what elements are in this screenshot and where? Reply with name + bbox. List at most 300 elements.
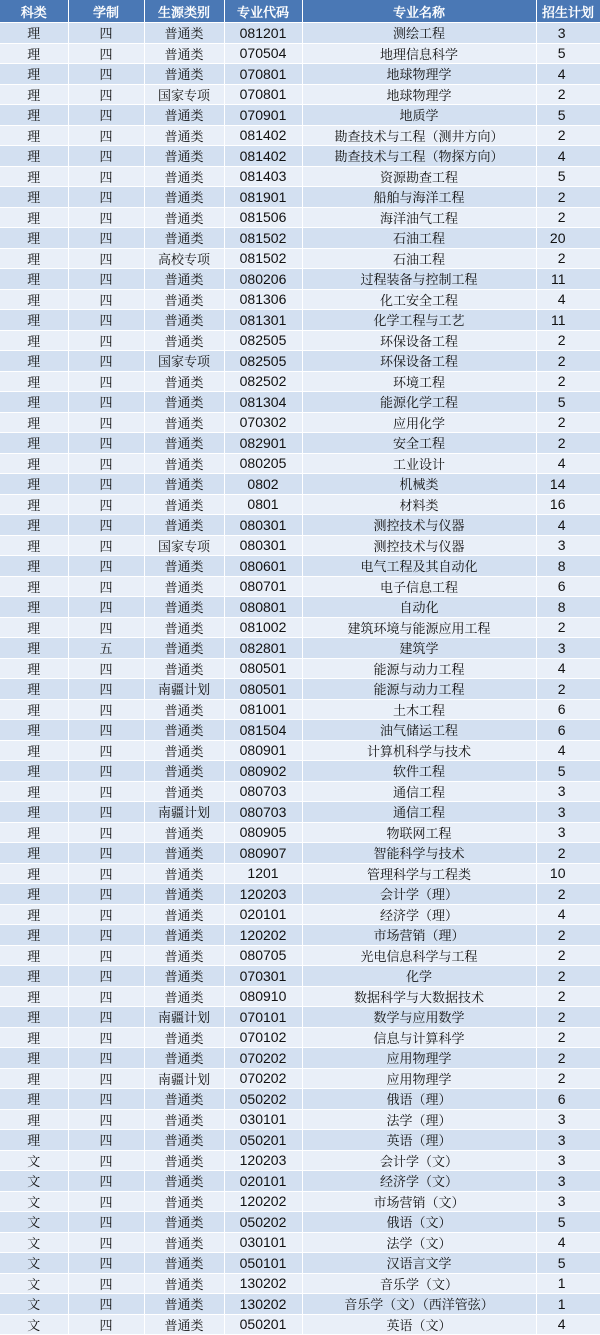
enrollment-plan-cell: 6 xyxy=(536,720,600,741)
major-name-cell: 过程装备与控制工程 xyxy=(302,269,536,290)
major-code-cell: 080902 xyxy=(224,761,302,782)
duration-cell: 四 xyxy=(68,986,144,1007)
enrollment-plan-cell: 2 xyxy=(536,351,600,372)
major-name-cell: 英语（理） xyxy=(302,1130,536,1151)
source-category-cell: 普通类 xyxy=(144,617,224,638)
major-name-cell: 土木工程 xyxy=(302,699,536,720)
source-category-cell: 普通类 xyxy=(144,556,224,577)
enrollment-plan-cell: 6 xyxy=(536,1089,600,1110)
major-name-cell: 信息与计算科学 xyxy=(302,1027,536,1048)
enrollment-plan-cell: 16 xyxy=(536,494,600,515)
major-name-cell: 测绘工程 xyxy=(302,23,536,44)
major-name-cell: 地球物理学 xyxy=(302,64,536,85)
major-name-cell: 勘查技术与工程（物探方向） xyxy=(302,146,536,167)
source-category-cell: 普通类 xyxy=(144,966,224,987)
table-row xyxy=(0,1171,600,1192)
major-code-cell: 082901 xyxy=(224,433,302,454)
duration-cell: 四 xyxy=(68,658,144,679)
table-row xyxy=(0,1253,600,1274)
enrollment-plan-cell: 2 xyxy=(536,433,600,454)
major-name-cell: 能源与动力工程 xyxy=(302,658,536,679)
source-category-cell: 普通类 xyxy=(144,1109,224,1130)
table-row xyxy=(0,1007,600,1028)
enrollment-plan-cell: 3 xyxy=(536,1171,600,1192)
major-code-cell: 081306 xyxy=(224,289,302,310)
major-name-cell: 音乐学（文）（西洋管弦） xyxy=(302,1294,536,1315)
duration-cell: 四 xyxy=(68,351,144,372)
subject-type-cell: 文 xyxy=(0,1171,68,1192)
subject-type-cell: 理 xyxy=(0,945,68,966)
major-code-cell: 081001 xyxy=(224,699,302,720)
subject-type-cell: 理 xyxy=(0,638,68,659)
subject-type-cell: 理 xyxy=(0,412,68,433)
duration-cell: 四 xyxy=(68,1027,144,1048)
major-name-cell: 英语（文） xyxy=(302,1314,536,1335)
major-code-cell: 080205 xyxy=(224,453,302,474)
major-code-cell: 030101 xyxy=(224,1232,302,1253)
source-category-cell: 普通类 xyxy=(144,515,224,536)
major-code-cell: 120203 xyxy=(224,884,302,905)
duration-cell: 四 xyxy=(68,23,144,44)
major-name-cell: 海洋油气工程 xyxy=(302,207,536,228)
subject-type-cell: 理 xyxy=(0,64,68,85)
duration-cell: 四 xyxy=(68,228,144,249)
header-duration: 学制 xyxy=(68,0,144,23)
table-row xyxy=(0,1150,600,1171)
duration-cell: 四 xyxy=(68,802,144,823)
table-row xyxy=(0,125,600,146)
duration-cell: 四 xyxy=(68,64,144,85)
major-code-cell: 080705 xyxy=(224,945,302,966)
major-code-cell: 120203 xyxy=(224,1150,302,1171)
major-code-cell: 120202 xyxy=(224,1191,302,1212)
source-category-cell: 国家专项 xyxy=(144,535,224,556)
major-name-cell: 环保设备工程 xyxy=(302,351,536,372)
major-code-cell: 080301 xyxy=(224,515,302,536)
duration-cell: 四 xyxy=(68,105,144,126)
source-category-cell: 普通类 xyxy=(144,1048,224,1069)
enrollment-plan-cell: 5 xyxy=(536,392,600,413)
source-category-cell: 普通类 xyxy=(144,392,224,413)
major-name-cell: 俄语（文） xyxy=(302,1212,536,1233)
enrollment-plan-cell: 2 xyxy=(536,1048,600,1069)
source-category-cell: 普通类 xyxy=(144,228,224,249)
duration-cell: 四 xyxy=(68,1314,144,1335)
table-row xyxy=(0,1089,600,1110)
major-code-cell: 081002 xyxy=(224,617,302,638)
subject-type-cell: 理 xyxy=(0,802,68,823)
source-category-cell: 普通类 xyxy=(144,822,224,843)
major-name-cell: 电子信息工程 xyxy=(302,576,536,597)
duration-cell: 四 xyxy=(68,187,144,208)
subject-type-cell: 文 xyxy=(0,1212,68,1233)
duration-cell: 四 xyxy=(68,884,144,905)
duration-cell: 四 xyxy=(68,740,144,761)
enrollment-plan-cell: 2 xyxy=(536,966,600,987)
duration-cell: 四 xyxy=(68,1212,144,1233)
source-category-cell: 普通类 xyxy=(144,433,224,454)
enrollment-plan-cell: 2 xyxy=(536,207,600,228)
table-row xyxy=(0,248,600,269)
major-code-cell: 080703 xyxy=(224,781,302,802)
subject-type-cell: 理 xyxy=(0,822,68,843)
subject-type-cell: 文 xyxy=(0,1232,68,1253)
major-name-cell: 电气工程及其自动化 xyxy=(302,556,536,577)
major-code-cell: 1201 xyxy=(224,863,302,884)
source-category-cell: 普通类 xyxy=(144,658,224,679)
source-category-cell: 普通类 xyxy=(144,740,224,761)
duration-cell: 四 xyxy=(68,576,144,597)
major-code-cell: 130202 xyxy=(224,1273,302,1294)
source-category-cell: 国家专项 xyxy=(144,84,224,105)
major-name-cell: 汉语言文学 xyxy=(302,1253,536,1274)
major-code-cell: 020101 xyxy=(224,904,302,925)
subject-type-cell: 理 xyxy=(0,863,68,884)
enrollment-plan-cell: 2 xyxy=(536,330,600,351)
subject-type-cell: 理 xyxy=(0,494,68,515)
enrollment-plan-cell: 6 xyxy=(536,699,600,720)
source-category-cell: 普通类 xyxy=(144,884,224,905)
subject-type-cell: 理 xyxy=(0,884,68,905)
subject-type-cell: 理 xyxy=(0,781,68,802)
subject-type-cell: 理 xyxy=(0,392,68,413)
major-code-cell: 0801 xyxy=(224,494,302,515)
header-enrollment-plan: 招生计划 xyxy=(536,0,600,23)
table-row xyxy=(0,904,600,925)
major-name-cell: 数学与应用数学 xyxy=(302,1007,536,1028)
major-name-cell: 勘查技术与工程（测井方向） xyxy=(302,125,536,146)
enrollment-plan-cell: 3 xyxy=(536,822,600,843)
table-row xyxy=(0,289,600,310)
source-category-cell: 普通类 xyxy=(144,699,224,720)
duration-cell: 四 xyxy=(68,1068,144,1089)
table-row xyxy=(0,310,600,331)
header-subject-type: 科类 xyxy=(0,0,68,23)
subject-type-cell: 理 xyxy=(0,986,68,1007)
header-source-category: 生源类别 xyxy=(144,0,224,23)
source-category-cell: 普通类 xyxy=(144,1294,224,1315)
source-category-cell: 普通类 xyxy=(144,1253,224,1274)
source-category-cell: 普通类 xyxy=(144,125,224,146)
major-name-cell: 测控技术与仪器 xyxy=(302,515,536,536)
table-row xyxy=(0,986,600,1007)
enrollment-plan-cell: 3 xyxy=(536,638,600,659)
major-code-cell: 081506 xyxy=(224,207,302,228)
duration-cell: 四 xyxy=(68,1048,144,1069)
enrollment-plan-cell: 3 xyxy=(536,802,600,823)
table-row xyxy=(0,146,600,167)
duration-cell: 四 xyxy=(68,1150,144,1171)
major-code-cell: 080501 xyxy=(224,679,302,700)
major-code-cell: 081403 xyxy=(224,166,302,187)
major-code-cell: 070801 xyxy=(224,84,302,105)
enrollment-plan-cell: 2 xyxy=(536,1007,600,1028)
major-code-cell: 070202 xyxy=(224,1068,302,1089)
table-row xyxy=(0,166,600,187)
subject-type-cell: 理 xyxy=(0,699,68,720)
enrollment-plan-cell: 2 xyxy=(536,248,600,269)
enrollment-plan-cell: 10 xyxy=(536,863,600,884)
subject-type-cell: 理 xyxy=(0,843,68,864)
enrollment-plan-cell: 5 xyxy=(536,105,600,126)
subject-type-cell: 理 xyxy=(0,125,68,146)
table-row xyxy=(0,699,600,720)
major-name-cell: 应用物理学 xyxy=(302,1048,536,1069)
major-name-cell: 物联网工程 xyxy=(302,822,536,843)
subject-type-cell: 理 xyxy=(0,515,68,536)
major-code-cell: 050202 xyxy=(224,1089,302,1110)
header-row xyxy=(0,0,600,23)
table-row xyxy=(0,392,600,413)
table-row xyxy=(0,781,600,802)
subject-type-cell: 理 xyxy=(0,289,68,310)
table-row xyxy=(0,535,600,556)
major-name-cell: 石油工程 xyxy=(302,228,536,249)
table-row xyxy=(0,966,600,987)
table-row xyxy=(0,351,600,372)
duration-cell: 四 xyxy=(68,146,144,167)
major-name-cell: 测控技术与仪器 xyxy=(302,535,536,556)
duration-cell: 四 xyxy=(68,843,144,864)
major-name-cell: 机械类 xyxy=(302,474,536,495)
major-name-cell: 智能科学与技术 xyxy=(302,843,536,864)
subject-type-cell: 理 xyxy=(0,658,68,679)
major-code-cell: 070901 xyxy=(224,105,302,126)
major-code-cell: 082801 xyxy=(224,638,302,659)
major-name-cell: 船舶与海洋工程 xyxy=(302,187,536,208)
table-row xyxy=(0,556,600,577)
major-code-cell: 080501 xyxy=(224,658,302,679)
enrollment-plan-cell: 1 xyxy=(536,1294,600,1315)
duration-cell: 四 xyxy=(68,1232,144,1253)
subject-type-cell: 理 xyxy=(0,1109,68,1130)
duration-cell: 四 xyxy=(68,125,144,146)
major-name-cell: 能源化学工程 xyxy=(302,392,536,413)
source-category-cell: 普通类 xyxy=(144,289,224,310)
major-name-cell: 建筑学 xyxy=(302,638,536,659)
source-category-cell: 普通类 xyxy=(144,597,224,618)
table-row xyxy=(0,330,600,351)
enrollment-plan-cell: 4 xyxy=(536,64,600,85)
enrollment-plan-cell: 5 xyxy=(536,1212,600,1233)
table-row xyxy=(0,1109,600,1130)
major-code-cell: 020101 xyxy=(224,1171,302,1192)
enrollment-plan-cell: 3 xyxy=(536,535,600,556)
source-category-cell: 普通类 xyxy=(144,1314,224,1335)
duration-cell: 四 xyxy=(68,43,144,64)
major-name-cell: 市场营销（文） xyxy=(302,1191,536,1212)
duration-cell: 四 xyxy=(68,310,144,331)
major-name-cell: 化学 xyxy=(302,966,536,987)
source-category-cell: 普通类 xyxy=(144,1089,224,1110)
table-row xyxy=(0,412,600,433)
enrollment-plan-cell: 6 xyxy=(536,576,600,597)
subject-type-cell: 文 xyxy=(0,1191,68,1212)
enrollment-plan-cell: 5 xyxy=(536,166,600,187)
source-category-cell: 普通类 xyxy=(144,146,224,167)
table-row xyxy=(0,925,600,946)
source-category-cell: 普通类 xyxy=(144,269,224,290)
duration-cell: 四 xyxy=(68,330,144,351)
duration-cell: 四 xyxy=(68,269,144,290)
source-category-cell: 普通类 xyxy=(144,1191,224,1212)
subject-type-cell: 理 xyxy=(0,310,68,331)
source-category-cell: 普通类 xyxy=(144,371,224,392)
major-name-cell: 光电信息科学与工程 xyxy=(302,945,536,966)
source-category-cell: 普通类 xyxy=(144,310,224,331)
duration-cell: 四 xyxy=(68,1130,144,1151)
source-category-cell: 普通类 xyxy=(144,904,224,925)
subject-type-cell: 理 xyxy=(0,433,68,454)
subject-type-cell: 理 xyxy=(0,228,68,249)
enrollment-plan-cell: 2 xyxy=(536,679,600,700)
table-row xyxy=(0,1048,600,1069)
duration-cell: 四 xyxy=(68,597,144,618)
subject-type-cell: 文 xyxy=(0,1294,68,1315)
enrollment-plan-cell: 11 xyxy=(536,310,600,331)
source-category-cell: 南疆计划 xyxy=(144,679,224,700)
duration-cell: 四 xyxy=(68,371,144,392)
table-row xyxy=(0,1191,600,1212)
duration-cell: 四 xyxy=(68,494,144,515)
duration-cell: 四 xyxy=(68,535,144,556)
subject-type-cell: 理 xyxy=(0,187,68,208)
major-code-cell: 080901 xyxy=(224,740,302,761)
major-code-cell: 050201 xyxy=(224,1314,302,1335)
table-row xyxy=(0,23,600,44)
subject-type-cell: 理 xyxy=(0,597,68,618)
major-code-cell: 081201 xyxy=(224,23,302,44)
source-category-cell: 南疆计划 xyxy=(144,802,224,823)
major-name-cell: 法学（理） xyxy=(302,1109,536,1130)
major-code-cell: 080301 xyxy=(224,535,302,556)
major-code-cell: 0802 xyxy=(224,474,302,495)
table-row xyxy=(0,453,600,474)
major-code-cell: 070801 xyxy=(224,64,302,85)
duration-cell: 四 xyxy=(68,761,144,782)
duration-cell: 四 xyxy=(68,412,144,433)
table-row xyxy=(0,658,600,679)
major-code-cell: 081502 xyxy=(224,228,302,249)
subject-type-cell: 理 xyxy=(0,1130,68,1151)
enrollment-plan-cell: 4 xyxy=(536,740,600,761)
duration-cell: 四 xyxy=(68,925,144,946)
major-code-cell: 070302 xyxy=(224,412,302,433)
duration-cell: 四 xyxy=(68,166,144,187)
subject-type-cell: 理 xyxy=(0,761,68,782)
subject-type-cell: 理 xyxy=(0,904,68,925)
subject-type-cell: 理 xyxy=(0,556,68,577)
subject-type-cell: 理 xyxy=(0,740,68,761)
subject-type-cell: 理 xyxy=(0,43,68,64)
source-category-cell: 普通类 xyxy=(144,925,224,946)
subject-type-cell: 理 xyxy=(0,720,68,741)
header-major-name: 专业名称 xyxy=(302,0,536,23)
enrollment-plan-cell: 2 xyxy=(536,986,600,1007)
source-category-cell: 普通类 xyxy=(144,781,224,802)
subject-type-cell: 文 xyxy=(0,1273,68,1294)
subject-type-cell: 理 xyxy=(0,146,68,167)
subject-type-cell: 理 xyxy=(0,371,68,392)
subject-type-cell: 理 xyxy=(0,84,68,105)
major-code-cell: 130202 xyxy=(224,1294,302,1315)
major-code-cell: 081504 xyxy=(224,720,302,741)
major-name-cell: 软件工程 xyxy=(302,761,536,782)
table-row xyxy=(0,43,600,64)
duration-cell: 四 xyxy=(68,1191,144,1212)
subject-type-cell: 理 xyxy=(0,617,68,638)
major-name-cell: 油气储运工程 xyxy=(302,720,536,741)
source-category-cell: 高校专项 xyxy=(144,248,224,269)
subject-type-cell: 文 xyxy=(0,1253,68,1274)
enrollment-plan-cell: 2 xyxy=(536,945,600,966)
source-category-cell: 普通类 xyxy=(144,105,224,126)
duration-cell: 四 xyxy=(68,1109,144,1130)
enrollment-plan-cell: 2 xyxy=(536,617,600,638)
source-category-cell: 普通类 xyxy=(144,1232,224,1253)
table-row xyxy=(0,64,600,85)
enrollment-plan-cell: 3 xyxy=(536,23,600,44)
duration-cell: 四 xyxy=(68,392,144,413)
duration-cell: 四 xyxy=(68,1253,144,1274)
enrollment-plan-cell: 4 xyxy=(536,453,600,474)
duration-cell: 四 xyxy=(68,1007,144,1028)
enrollment-plan-cell: 2 xyxy=(536,925,600,946)
major-name-cell: 经济学（文） xyxy=(302,1171,536,1192)
major-name-cell: 音乐学（文） xyxy=(302,1273,536,1294)
duration-cell: 四 xyxy=(68,433,144,454)
duration-cell: 四 xyxy=(68,453,144,474)
enrollment-plan-cell: 3 xyxy=(536,1130,600,1151)
table-row xyxy=(0,207,600,228)
major-name-cell: 资源勘查工程 xyxy=(302,166,536,187)
major-name-cell: 法学（文） xyxy=(302,1232,536,1253)
subject-type-cell: 理 xyxy=(0,330,68,351)
duration-cell: 四 xyxy=(68,1171,144,1192)
major-code-cell: 081304 xyxy=(224,392,302,413)
major-name-cell: 会计学（理） xyxy=(302,884,536,905)
major-name-cell: 计算机科学与技术 xyxy=(302,740,536,761)
source-category-cell: 普通类 xyxy=(144,43,224,64)
major-name-cell: 建筑环境与能源应用工程 xyxy=(302,617,536,638)
duration-cell: 四 xyxy=(68,720,144,741)
table-row xyxy=(0,269,600,290)
subject-type-cell: 理 xyxy=(0,1027,68,1048)
enrollment-plan-cell: 4 xyxy=(536,146,600,167)
enrollment-plan-cell: 2 xyxy=(536,412,600,433)
subject-type-cell: 理 xyxy=(0,1048,68,1069)
table-row xyxy=(0,1027,600,1048)
major-code-cell: 050101 xyxy=(224,1253,302,1274)
source-category-cell: 普通类 xyxy=(144,207,224,228)
major-name-cell: 市场营销（理） xyxy=(302,925,536,946)
major-name-cell: 地质学 xyxy=(302,105,536,126)
source-category-cell: 普通类 xyxy=(144,1150,224,1171)
table-row xyxy=(0,1273,600,1294)
major-code-cell: 050202 xyxy=(224,1212,302,1233)
subject-type-cell: 理 xyxy=(0,474,68,495)
major-name-cell: 环保设备工程 xyxy=(302,330,536,351)
table-row xyxy=(0,105,600,126)
header-major-code: 专业代码 xyxy=(224,0,302,23)
duration-cell: 四 xyxy=(68,1273,144,1294)
enrollment-plan-cell: 2 xyxy=(536,125,600,146)
source-category-cell: 普通类 xyxy=(144,638,224,659)
subject-type-cell: 理 xyxy=(0,166,68,187)
source-category-cell: 普通类 xyxy=(144,761,224,782)
subject-type-cell: 理 xyxy=(0,207,68,228)
enrollment-plan-cell: 3 xyxy=(536,1109,600,1130)
